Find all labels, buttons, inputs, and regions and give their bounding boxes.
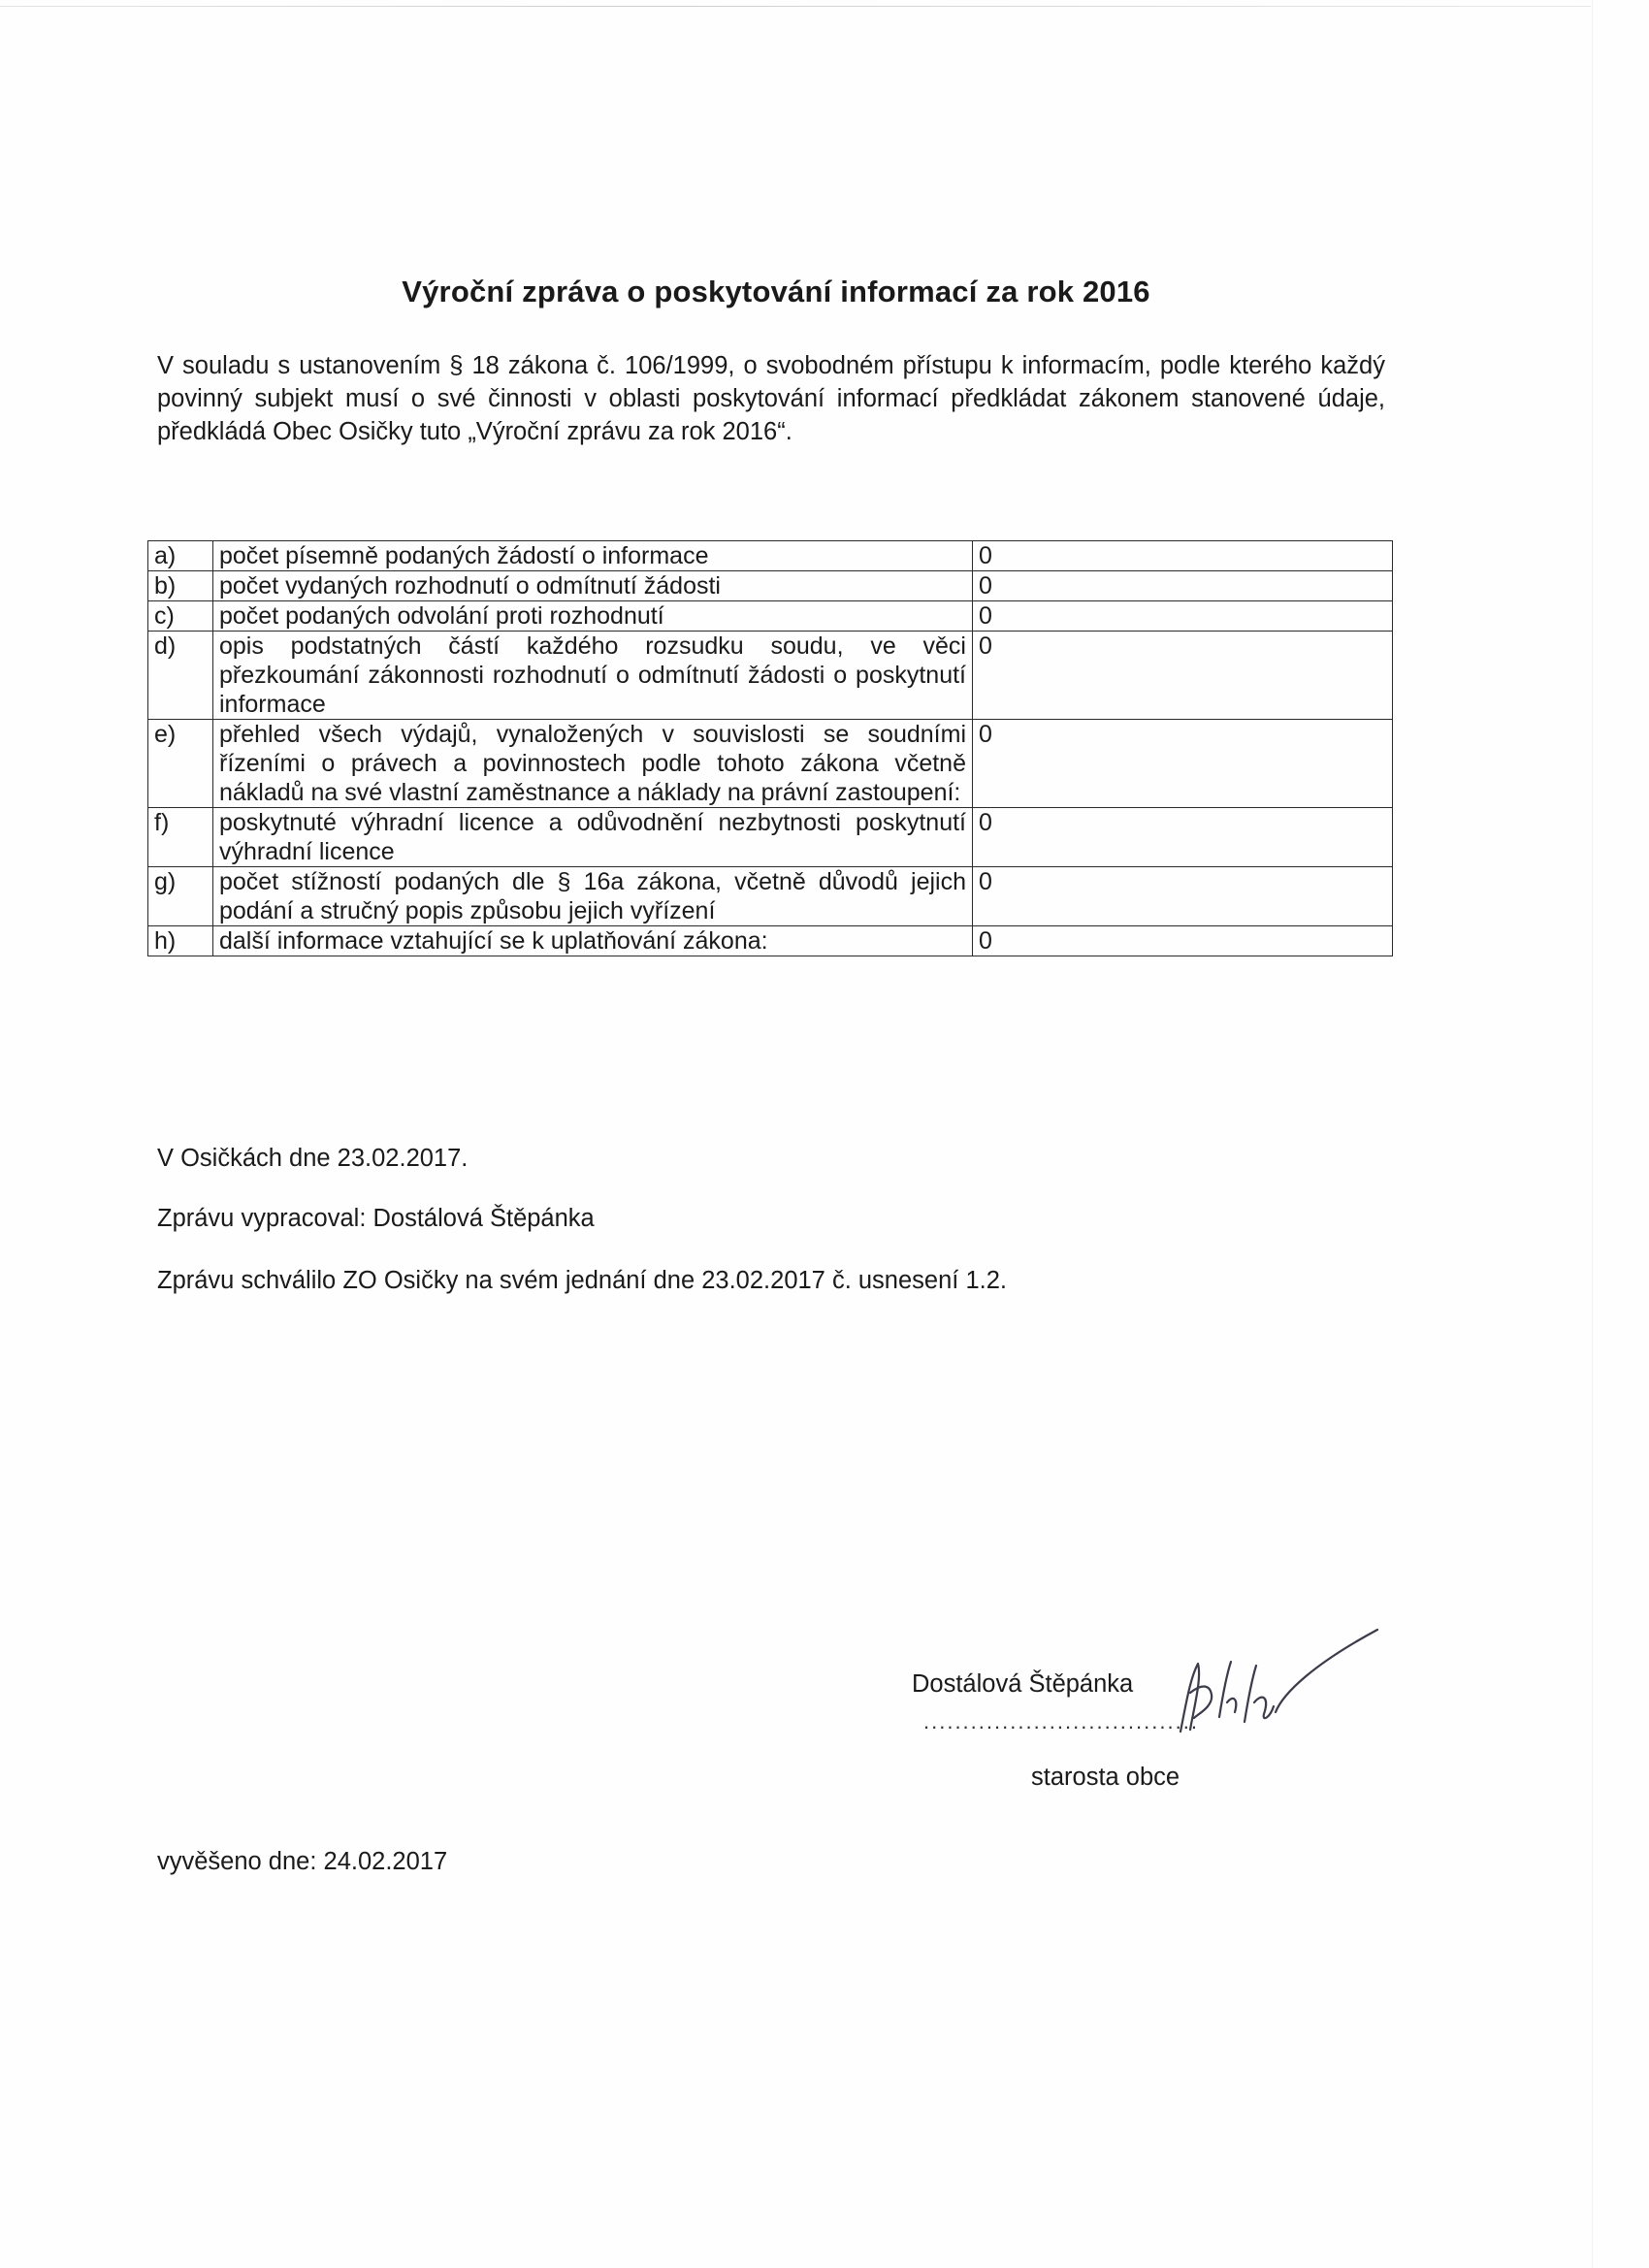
intro-paragraph: V souladu s ustanovením § 18 zákona č. 106/1999, o svobodném přístupu k informacím, podle kterého každý povinný subjekt musí o své činnosti v oblasti poskytování informací předkládat zákonem stanovené údaje, předkládá Obec Osičky tuto „Výroční zprávu za rok 2016“.: [157, 352, 1385, 445]
row-value: 0: [973, 571, 1393, 601]
row-description: počet stížností podaných dle § 16a zákona, včetně důvodů jejich podání a stručný popis způsobu jejich vyřízení: [213, 867, 973, 926]
scan-edge-line: [0, 6, 1591, 7]
row-value: 0: [973, 720, 1393, 808]
prepared-by: Zprávu vypracoval: Dostálová Štěpánka: [157, 1205, 595, 1232]
table-row: [148, 926, 1393, 956]
row-value: 0: [973, 867, 1393, 926]
handwritten-signature: [1169, 1625, 1382, 1746]
approval-note: Zprávu schválilo ZO Osičky na svém jednání dne 23.02.2017 č. usnesení 1.2.: [157, 1267, 1007, 1294]
row-description: poskytnuté výhradní licence a odůvodnění nezbytnosti poskytnutí výhradní licence: [213, 808, 973, 867]
row-letter: g): [148, 867, 213, 926]
row-description: opis podstatných částí každého rozsudku soudu, ve věci přezkoumání zákonnosti rozhodnutí o odmítnutí žádosti o poskytnutí informace: [213, 632, 973, 720]
posted-date: vyvěšeno dne: 24.02.2017: [157, 1848, 448, 1875]
row-letter: h): [148, 926, 213, 956]
row-value: 0: [973, 632, 1393, 720]
table-row: [148, 808, 1393, 867]
table-row: [148, 541, 1393, 571]
row-value: 0: [973, 601, 1393, 632]
row-value: 0: [973, 926, 1393, 956]
table-row: [148, 720, 1393, 808]
row-description: další informace vztahující se k uplatňování zákona:: [213, 926, 973, 956]
row-description: počet podaných odvolání proti rozhodnutí: [213, 601, 973, 632]
report-table: [147, 540, 1393, 956]
document-title: Výroční zpráva o poskytování informací za rok 2016: [402, 275, 1150, 308]
row-value: 0: [973, 541, 1393, 571]
row-letter: b): [148, 571, 213, 601]
row-letter: f): [148, 808, 213, 867]
row-letter: e): [148, 720, 213, 808]
signer-role: starosta obce: [1031, 1764, 1180, 1791]
row-letter: a): [148, 541, 213, 571]
signature-dotted-line: ...................................: [923, 1709, 1199, 1733]
table-row: [148, 571, 1393, 601]
signer-name: Dostálová Štěpánka: [912, 1670, 1134, 1698]
row-description: přehled všech výdajů, vynaložených v souvislosti se soudními řízeními o právech a povinnostech podle tohoto zákona včetně nákladů na své vlastní zaměstnance a náklady na právní zastoupení:: [213, 720, 973, 808]
row-letter: c): [148, 601, 213, 632]
place-date: V Osičkách dne 23.02.2017.: [157, 1145, 469, 1172]
row-description: počet vydaných rozhodnutí o odmítnutí žádosti: [213, 571, 973, 601]
table-row: [148, 601, 1393, 632]
table-row: [148, 867, 1393, 926]
row-value: 0: [973, 808, 1393, 867]
row-description: počet písemně podaných žádostí o informace: [213, 541, 973, 571]
table-row: [148, 632, 1393, 720]
row-letter: d): [148, 632, 213, 720]
scan-right-edge: [1592, 0, 1593, 2268]
